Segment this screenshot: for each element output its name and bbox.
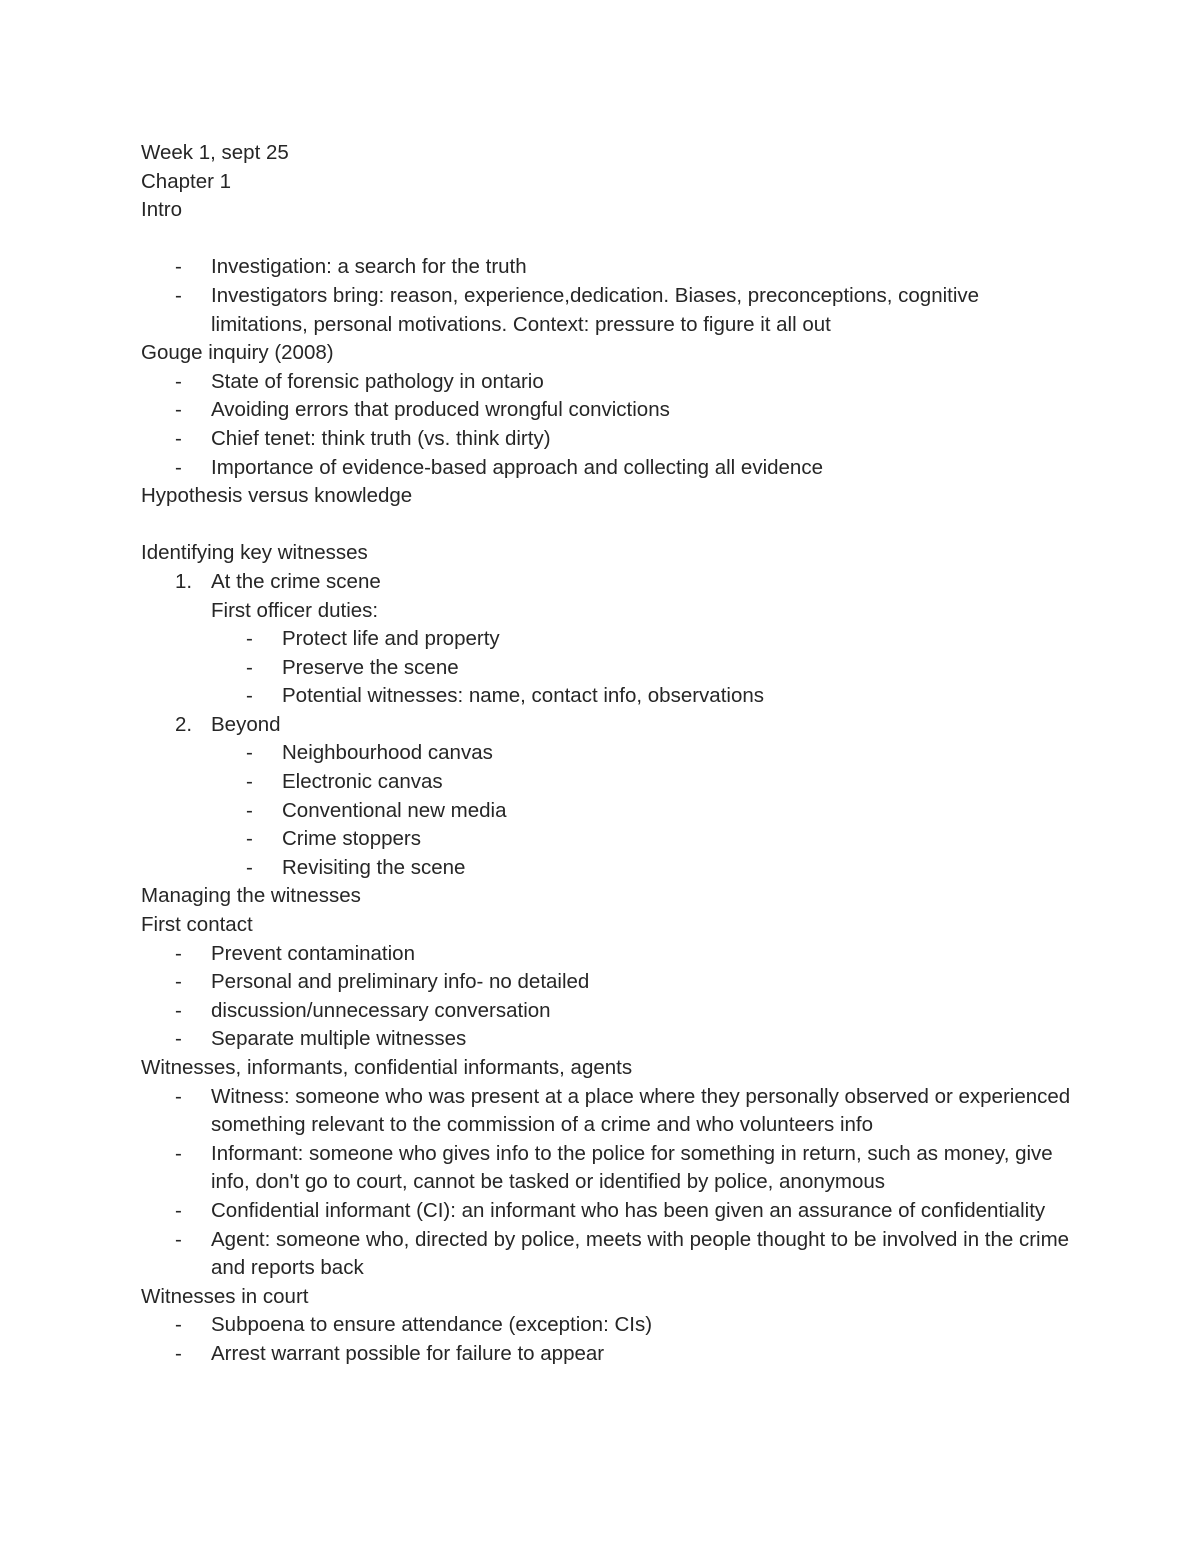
types-heading: Witnesses, informants, confidential informants, agents	[141, 1056, 633, 1079]
bullet-marker: -	[246, 855, 253, 879]
bullet-marker: -	[175, 998, 182, 1022]
blank-line	[141, 511, 1081, 540]
bullet-marker: -	[175, 941, 182, 965]
list-item: - Investigators bring: reason, experience,dedication. Biases, preconceptions, cognitive limitations, personal motivations. Context: pressure to figure it all out	[141, 282, 1081, 339]
list-item: - Agent: someone who, directed by police, meets with people thought to be involved in the crime and reports back	[141, 1226, 1081, 1283]
list-item: - discussion/unnecessary conversation	[141, 997, 1081, 1026]
bullet-marker: -	[175, 398, 182, 422]
chapter-heading: Chapter 1	[141, 169, 232, 193]
list-item: - Prevent contamination	[141, 940, 1081, 969]
managing-heading: Managing the witnesses	[141, 884, 361, 908]
bullet-marker: -	[175, 1313, 182, 1337]
bullet-marker: -	[175, 1341, 182, 1365]
list-item: - Chief tenet: think truth (vs. think dirty)	[141, 425, 1081, 454]
bullet-marker: -	[175, 1084, 182, 1108]
list-item: - Investigation: a search for the truth	[141, 253, 1081, 282]
bullet-marker: -	[175, 1198, 182, 1222]
date-heading: Week 1, sept 25	[141, 141, 289, 164]
list-item: - Neighbourhood canvas	[141, 739, 1081, 768]
numbered-item: 2. Beyond	[141, 711, 1081, 740]
bullet-marker: -	[246, 655, 253, 679]
number-marker: 1.	[175, 569, 193, 593]
list-item: - Importance of evidence-based approach and collecting all evidence	[141, 454, 1081, 483]
bullet-marker: -	[246, 684, 253, 708]
hypothesis-heading: Hypothesis versus knowledge	[141, 484, 413, 508]
bullet-marker: -	[246, 627, 253, 651]
list-item: - Protect life and property	[141, 625, 1081, 654]
list-item: - State of forensic pathology in ontario	[141, 368, 1081, 397]
key-witnesses-heading: Identifying key witnesses	[141, 541, 368, 565]
bullet-marker: -	[175, 455, 182, 479]
bullet-marker: -	[175, 255, 182, 279]
list-item: - Informant: someone who gives info to the police for something in return, such as money, give info, don't go to court, cannot be tasked or identified by police, anonymous	[141, 1140, 1081, 1197]
bullet-marker: -	[175, 369, 182, 393]
court-heading: Witnesses in court	[141, 1284, 309, 1308]
numbered-item: 1. At the crime scene	[141, 568, 1081, 597]
bullet-marker: -	[175, 970, 182, 994]
bullet-marker: -	[175, 1141, 182, 1165]
list-item: - Revisiting the scene	[141, 854, 1081, 883]
bullet-marker: -	[246, 827, 253, 851]
bullet-marker: -	[175, 283, 182, 307]
gouge-heading: Gouge inquiry (2008)	[141, 341, 334, 365]
bullet-marker: -	[246, 741, 253, 765]
list-item: - Separate multiple witnesses	[141, 1025, 1081, 1054]
list-item: - Preserve the scene	[141, 654, 1081, 683]
bullet-marker: -	[175, 1027, 182, 1051]
bullet-marker: -	[175, 426, 182, 450]
section-heading: Intro	[141, 198, 183, 222]
list-item: - Potential witnesses: name, contact info, observations	[141, 682, 1081, 711]
bullet-marker: -	[246, 770, 253, 794]
list-item: - Electronic canvas	[141, 768, 1081, 797]
list-item: - Crime stoppers	[141, 825, 1081, 854]
list-item: - Avoiding errors that produced wrongful convictions	[141, 396, 1081, 425]
blank-line	[141, 225, 1081, 254]
list-item: - Confidential informant (CI): an informant who has been given an assurance of confidentiality	[141, 1197, 1081, 1226]
list-item: - Arrest warrant possible for failure to appear	[141, 1340, 1081, 1369]
list-item: - Subpoena to ensure attendance (exception: CIs)	[141, 1311, 1081, 1340]
sub-label: First officer duties:	[211, 598, 379, 622]
bullet-marker: -	[175, 1227, 182, 1251]
first-contact-heading: First contact	[141, 913, 253, 937]
bullet-marker: -	[246, 798, 253, 822]
number-marker: 2.	[175, 712, 193, 736]
list-item: - Witness: someone who was present at a place where they personally observed or experienced something relevant to the commission of a crime and who volunteers info	[141, 1083, 1081, 1140]
list-item: - Personal and preliminary info- no detailed	[141, 968, 1081, 997]
list-item: - Conventional new media	[141, 797, 1081, 826]
notes-body	[141, 139, 1081, 1369]
